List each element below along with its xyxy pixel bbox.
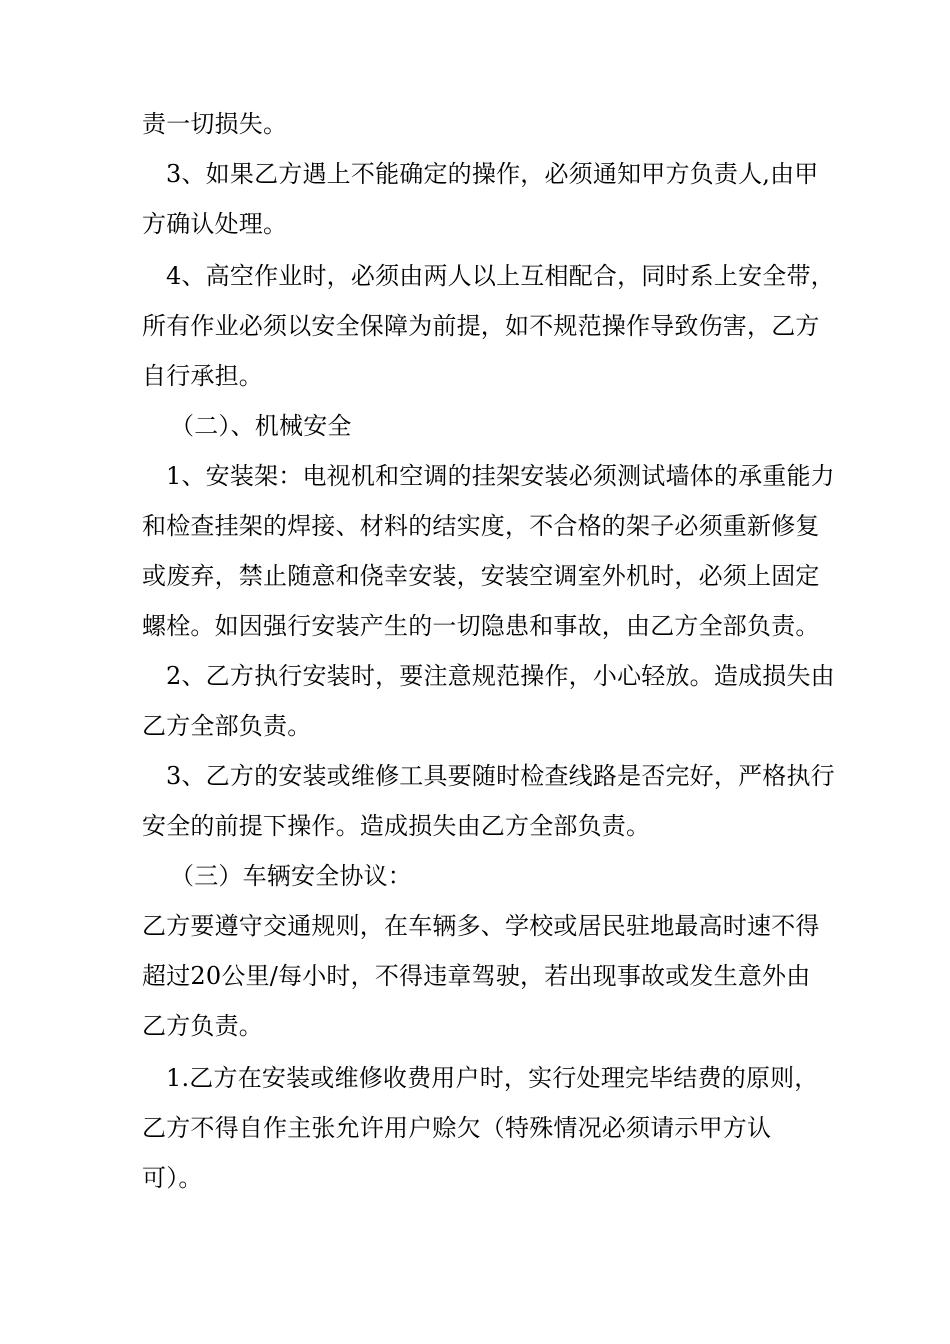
text-line: 1.乙方在安装或维修收费用户时，实行处理完毕结费的原则， xyxy=(166,1064,819,1092)
text-line: 3、如果乙方遇上不能确定的操作，必须通知甲方负责人,由甲 xyxy=(166,160,819,188)
text-line: 3、乙方的安装或维修工具要随时检查线路是否完好，严格执行 xyxy=(166,762,835,790)
text-line: 4、高空作业时，必须由两人以上互相配合，同时系上安全带， xyxy=(166,262,835,290)
text-line: 乙方全部负责。 xyxy=(142,712,312,740)
text-line: 责一切损失。 xyxy=(142,110,288,138)
text-line: 2、乙方执行安装时，要注意规范操作，小心轻放。造成损失由 xyxy=(166,662,835,690)
text-line: 超过20公里/每小时，不得违章驾驶，若出现事故或发生意外由 xyxy=(142,962,811,990)
text-line: 螺栓。如因强行安装产生的一切隐患和事故，由乙方全部负责。 xyxy=(142,612,820,640)
text-line: 安全的前提下操作。造成损失由乙方全部负责。 xyxy=(142,812,651,840)
text-line: 自行承担。 xyxy=(142,362,263,390)
text-line: 可）。 xyxy=(142,1164,203,1192)
text-line: 所有作业必须以安全保障为前提，如不规范操作导致伤害，乙方 xyxy=(142,312,820,340)
text-line: 乙方要遵守交通规则，在车辆多、学校或居民驻地最高时速不得 xyxy=(142,912,820,940)
text-line: 方确认处理。 xyxy=(142,210,288,238)
text-line: 乙方不得自作主张允许用户赊欠（特殊情况必须请示甲方认 xyxy=(142,1114,772,1142)
text-line: 乙方负责。 xyxy=(142,1012,263,1040)
text-line: 1、安装架：电视机和空调的挂架安装必须测试墙体的承重能力 xyxy=(166,462,835,490)
section-heading: （三）车辆安全协议： xyxy=(170,862,412,890)
text-line: 或废弃，禁止随意和侥幸安装，安装空调室外机时，必须上固定 xyxy=(142,562,820,590)
text-line: 和检查挂架的焊接、材料的结实度，不合格的架子必须重新修复 xyxy=(142,512,820,540)
section-heading: （二）、机械安全 xyxy=(170,412,352,440)
